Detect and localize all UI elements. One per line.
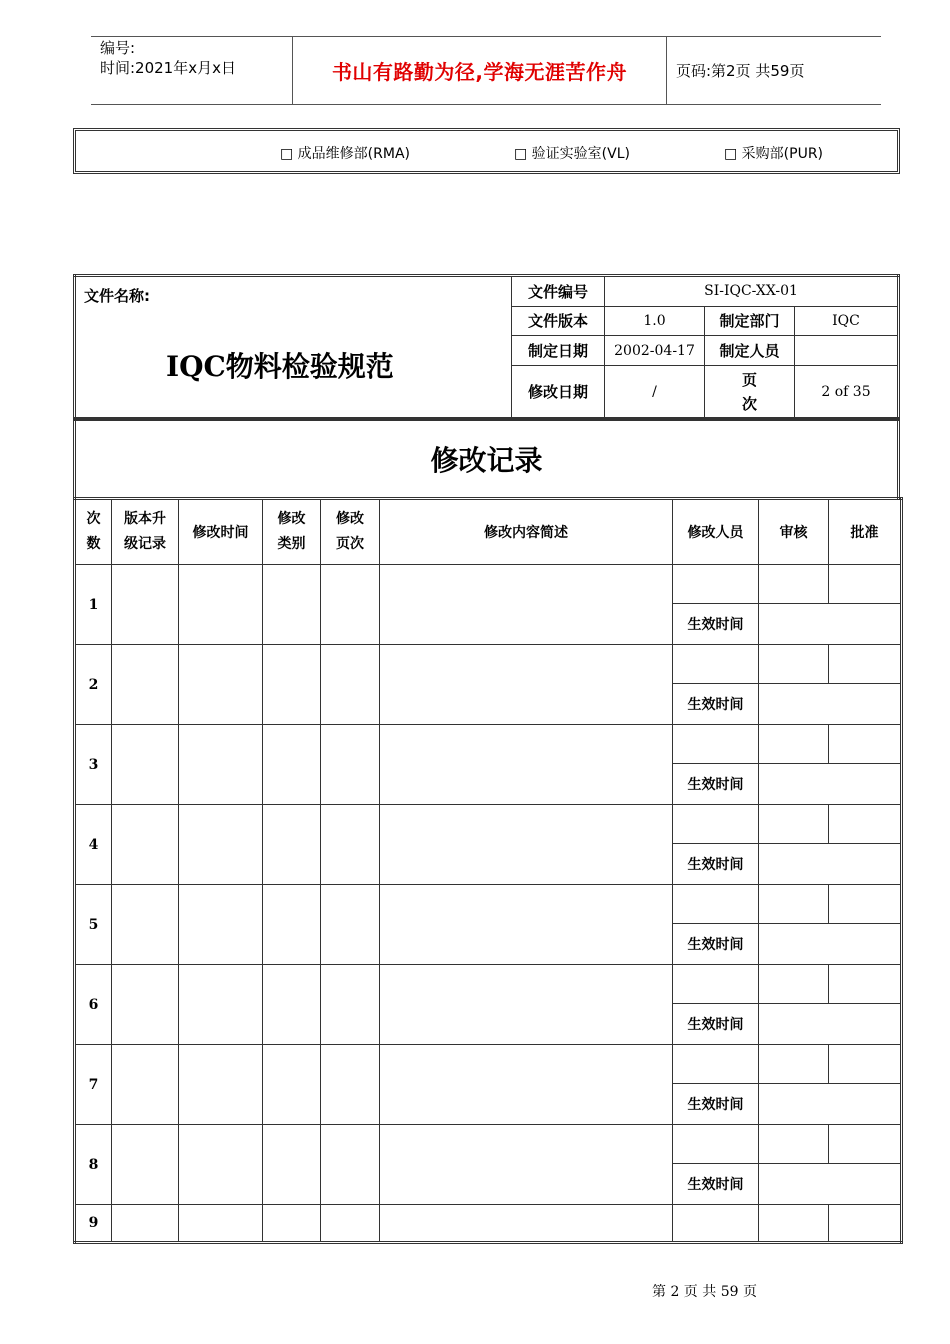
effective-time-label: 生效时间 (673, 1164, 759, 1205)
header-motto: 书山有路勤为径,学海无涯苦作舟 (331, 59, 628, 84)
row-pages-cell[interactable] (321, 1125, 380, 1205)
row-time-cell[interactable] (179, 1125, 263, 1205)
col-pages (321, 499, 380, 565)
col-count-label-2: 数 (86, 536, 101, 552)
row-review-cell[interactable] (759, 1045, 829, 1084)
table-row (75, 885, 902, 924)
effective-time-label: 生效时间 (673, 1004, 759, 1045)
row-version-cell[interactable] (112, 645, 179, 725)
row-type-cell[interactable] (263, 805, 321, 885)
row-approve-cell[interactable] (829, 805, 902, 844)
distribution-item-pur[interactable]: □ 采购部(PUR) (724, 146, 824, 162)
effective-time-cell[interactable] (759, 844, 902, 885)
row-number: 5 (75, 885, 112, 965)
row-pages-cell[interactable] (321, 725, 380, 805)
row-pages-cell[interactable] (321, 565, 380, 645)
row-person-cell[interactable] (673, 805, 759, 844)
row-time-cell[interactable] (179, 965, 263, 1045)
row-number: 4 (75, 805, 112, 885)
row-approve-cell[interactable] (829, 1205, 902, 1243)
table-row (75, 1045, 902, 1084)
header-bottom-rule (91, 104, 881, 105)
row-time-cell[interactable] (179, 1205, 263, 1243)
row-review-cell[interactable] (759, 1125, 829, 1164)
col-review: 审核 (759, 499, 829, 565)
col-count (75, 499, 112, 565)
row-approve-cell[interactable] (829, 1045, 902, 1084)
col-approve: 批准 (829, 499, 902, 565)
table-row (75, 1205, 902, 1243)
table-row (75, 645, 902, 684)
row-pages-cell[interactable] (321, 645, 380, 725)
doc-info-table (73, 274, 900, 421)
doc-number-label: 文件编号 (512, 276, 605, 307)
col-person: 修改人员 (673, 499, 759, 565)
row-pages-cell[interactable] (321, 805, 380, 885)
doc-version: 1.0 (605, 306, 705, 336)
doc-version-label: 文件版本 (512, 306, 605, 336)
col-desc: 修改内容简述 (380, 499, 673, 565)
doc-page: 2 of 35 (795, 365, 899, 419)
effective-time-label: 生效时间 (673, 1084, 759, 1125)
row-review-cell[interactable] (759, 965, 829, 1004)
row-type-cell[interactable] (263, 965, 321, 1045)
effective-time-cell[interactable] (759, 684, 902, 725)
row-approve-cell[interactable] (829, 965, 902, 1004)
row-approve-cell[interactable] (829, 645, 902, 684)
row-type-cell[interactable] (263, 1045, 321, 1125)
row-pages-cell[interactable] (321, 965, 380, 1045)
effective-time-label: 生效时间 (673, 764, 759, 805)
table-row (75, 565, 902, 604)
doc-page-label-1: 页 (741, 370, 757, 389)
row-number: 7 (75, 1045, 112, 1125)
row-time-cell[interactable] (179, 885, 263, 965)
col-type (263, 499, 321, 565)
header-divider (666, 36, 667, 104)
row-review-cell[interactable] (759, 565, 829, 604)
row-type-cell[interactable] (263, 565, 321, 645)
row-version-cell[interactable] (112, 965, 179, 1045)
row-time-cell[interactable] (179, 645, 263, 725)
col-version (112, 499, 179, 565)
row-desc-cell[interactable] (380, 725, 673, 805)
table-row (75, 1125, 902, 1164)
row-approve-cell[interactable] (829, 725, 902, 764)
row-desc-cell[interactable] (380, 1045, 673, 1125)
row-number: 9 (75, 1205, 112, 1243)
row-review-cell[interactable] (759, 1205, 829, 1243)
row-version-cell[interactable] (112, 805, 179, 885)
row-number: 3 (75, 725, 112, 805)
row-person-cell[interactable] (673, 1045, 759, 1084)
effective-time-label: 生效时间 (673, 684, 759, 725)
row-desc-cell[interactable] (380, 1205, 673, 1243)
row-person-cell[interactable] (673, 725, 759, 764)
row-approve-cell[interactable] (829, 565, 902, 604)
doc-dept-label: 制定部门 (705, 306, 795, 336)
revision-table (73, 497, 903, 1244)
col-version-label-1: 版本升 (124, 511, 166, 527)
col-type-label-1: 修改 (277, 511, 306, 527)
effective-time-cell[interactable] (759, 924, 902, 965)
doc-page-label-2: 次 (741, 394, 757, 413)
doc-date-label: 制定日期 (512, 336, 605, 366)
effective-time-label: 生效时间 (673, 844, 759, 885)
doc-page-label (705, 365, 795, 419)
row-time-cell[interactable] (179, 565, 263, 645)
row-number: 6 (75, 965, 112, 1045)
row-desc-cell[interactable] (380, 565, 673, 645)
row-version-cell[interactable] (112, 725, 179, 805)
row-desc-cell[interactable] (380, 805, 673, 885)
row-review-cell[interactable] (759, 645, 829, 684)
row-desc-cell[interactable] (380, 1125, 673, 1205)
row-version-cell[interactable] (112, 885, 179, 965)
revision-header-row (75, 499, 902, 565)
row-person-cell[interactable] (673, 965, 759, 1004)
row-number: 1 (75, 565, 112, 645)
row-type-cell[interactable] (263, 1125, 321, 1205)
row-approve-cell[interactable] (829, 1125, 902, 1164)
row-desc-cell[interactable] (380, 965, 673, 1045)
doc-name-cell (75, 276, 512, 420)
row-version-cell[interactable] (112, 565, 179, 645)
effective-time-cell[interactable] (759, 764, 902, 805)
revision-title-table (73, 417, 900, 500)
row-person-cell[interactable] (673, 645, 759, 684)
row-version-cell[interactable] (112, 1045, 179, 1125)
distribution-item-vl[interactable]: □ 验证实验室(VL) (514, 146, 630, 162)
row-person-cell[interactable] (673, 1205, 759, 1243)
effective-time-cell[interactable] (759, 604, 902, 645)
doc-name-label: 文件名称: (84, 287, 150, 305)
row-version-cell[interactable] (112, 1205, 179, 1243)
row-pages-cell[interactable] (321, 885, 380, 965)
row-review-cell[interactable] (759, 725, 829, 764)
row-time-cell[interactable] (179, 805, 263, 885)
revision-title: 修改记录 (75, 419, 899, 499)
row-review-cell[interactable] (759, 885, 829, 924)
row-pages-cell[interactable] (321, 1045, 380, 1125)
row-type-cell[interactable] (263, 1205, 321, 1243)
table-row (75, 965, 902, 1004)
table-row (75, 805, 902, 844)
doc-mod-date: / (605, 365, 705, 419)
row-person-cell[interactable] (673, 1125, 759, 1164)
page-footer: 第 2 页 共 59 页 (652, 1284, 757, 1300)
col-count-label-1: 次 (86, 511, 101, 527)
row-type-cell[interactable] (263, 885, 321, 965)
header-page-label: 页码:第2页 共59页 (676, 62, 805, 80)
effective-time-cell[interactable] (759, 1084, 902, 1125)
row-type-cell[interactable] (263, 725, 321, 805)
doc-mod-date-label: 修改日期 (512, 365, 605, 419)
doc-author (795, 336, 899, 366)
effective-time-label: 生效时间 (673, 924, 759, 965)
header-meta (100, 38, 236, 78)
effective-time-cell[interactable] (759, 1164, 902, 1205)
table-row (75, 725, 902, 764)
row-desc-cell[interactable] (380, 885, 673, 965)
doc-author-label: 制定人员 (705, 336, 795, 366)
row-type-cell[interactable] (263, 645, 321, 725)
doc-dept: IQC (795, 306, 899, 336)
row-time-cell[interactable] (179, 1045, 263, 1125)
effective-time-cell[interactable] (759, 1004, 902, 1045)
row-number: 2 (75, 645, 112, 725)
row-desc-cell[interactable] (380, 645, 673, 725)
row-person-cell[interactable] (673, 885, 759, 924)
distribution-box (73, 128, 900, 174)
doc-date: 2002-04-17 (605, 336, 705, 366)
col-version-label-2: 级记录 (124, 536, 166, 552)
row-review-cell[interactable] (759, 805, 829, 844)
distribution-item-rma[interactable]: □ 成品维修部(RMA) (280, 146, 410, 162)
effective-time-label: 生效时间 (673, 604, 759, 645)
row-person-cell[interactable] (673, 565, 759, 604)
row-version-cell[interactable] (112, 1125, 179, 1205)
col-time: 修改时间 (179, 499, 263, 565)
doc-number: SI-IQC-XX-01 (605, 276, 899, 307)
col-pages-label-1: 修改 (336, 511, 364, 527)
col-type-label-2: 类别 (277, 536, 306, 552)
header-number-label: 编号: (100, 39, 136, 57)
header-time-label: 时间:2021年x月x日 (100, 59, 236, 77)
col-pages-label-2: 页次 (336, 536, 364, 552)
row-approve-cell[interactable] (829, 885, 902, 924)
row-pages-cell[interactable] (321, 1205, 380, 1243)
row-time-cell[interactable] (179, 725, 263, 805)
row-number: 8 (75, 1125, 112, 1205)
doc-title: IQC物料检验规范 (166, 350, 394, 383)
